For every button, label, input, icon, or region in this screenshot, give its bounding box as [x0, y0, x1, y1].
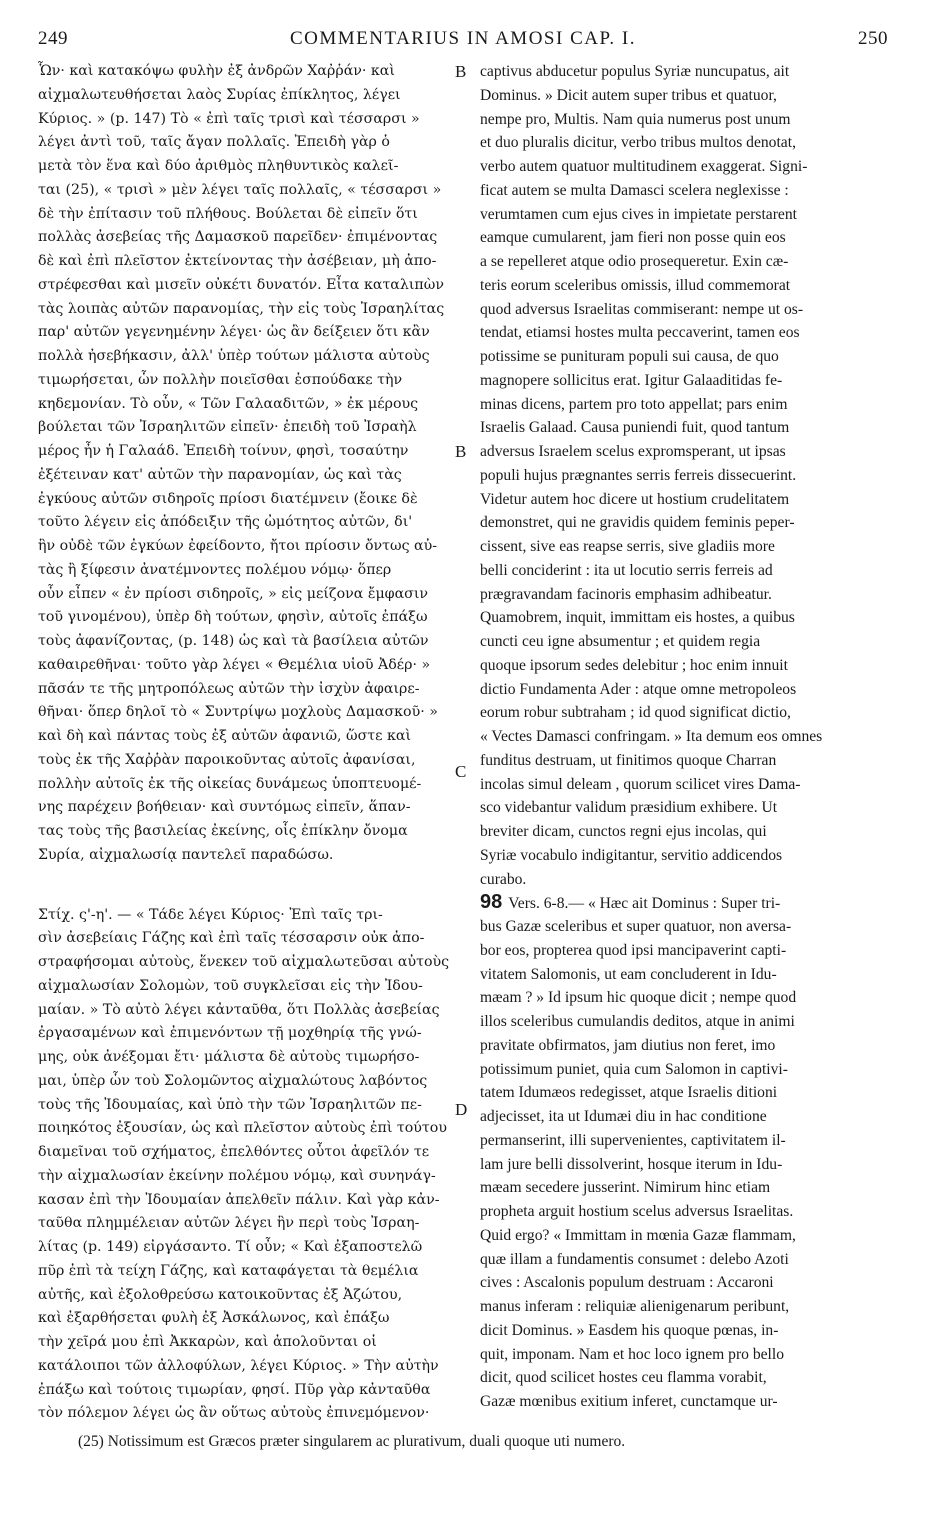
greek-text-line: λίτας (p. 149) εἰργάσαντο. Τί οὖν; « Καὶ ἐξαποστελῶ — [38, 1239, 423, 1255]
greek-text-line: δὲ τὴν ἐπίτασιν τοῦ πλήθους. Βούλεται δὲ εἰπεῖν ὅτι — [38, 205, 418, 222]
latin-text-line: tendat, etiamsi hostes multa peccaverint, tamen eos — [480, 324, 800, 342]
latin-text-line: lam jure belli dissolverint, hosque iterum in Idu- — [480, 1155, 783, 1173]
latin-text-line: funditus destruam, ut finitimos quoque Charran — [480, 751, 777, 769]
greek-column — [38, 60, 461, 1426]
greek-text-line: Ὧν· καὶ κατακόψω φυλὴν ἐξ ἀνδρῶν Χαῤῥάν· καὶ — [38, 63, 395, 79]
latin-text-line: eamque cumularent, jam fieri non posse quin eos — [480, 229, 786, 247]
latin-text-line: potissimum puniet, quia cum Salomon in captivi- — [480, 1060, 788, 1078]
margin-marker-b-2: B — [455, 442, 467, 461]
latin-text-line: vitatem Salomonis, ut eam concluderent in Idu- — [480, 965, 777, 983]
latin-text-line: teris eorum sceleribus omissis, illud commemorat — [480, 276, 791, 294]
latin-text-line: Quamobrem, inquit, immittam eis hostes, a quibus — [480, 609, 795, 627]
margin-marker-c: C — [455, 762, 467, 781]
greek-text-line: τιμωρήσεται, ὧν πολλὴν ποιεῖσθαι ἐσπούδακε τὴν — [38, 371, 403, 388]
greek-text-line: τοὺς τῆς Ἰδουμαίας, καὶ ὑπὸ τὴν τῶν Ἰσραηλιτῶν πε- — [38, 1096, 422, 1113]
greek-text-line: τὴν αἰχμαλωσίαν ἐκείνην πολέμου νόμῳ, καὶ συνηνάγ- — [38, 1167, 436, 1184]
greek-text-line: δὲ καὶ ἐπὶ πλεῖστον ἐκτείνοντας τὴν ἀσέβειαν, μὴ ἀπο- — [38, 253, 437, 269]
greek-text-line: καθαιρεθῆναι· τοῦτο γὰρ λέγει « Θεμέλια υἱοῦ Ἀδέρ· » — [38, 656, 431, 673]
margin-marker-d: D — [455, 1100, 468, 1119]
latin-text-line: bus Gazæ sceleribus et super quatuor, non aversa- — [480, 918, 792, 935]
latin-text-line: bor eos, propterea quod ipsi mancipaverint capti- — [480, 941, 787, 959]
greek-text-line: Στίχ. ς'-η'. — « Τάδε λέγει Κύριος· Ἐπὶ ταῖς τρι- — [38, 906, 383, 923]
latin-text-line: quod adversus Israelitas commiserant: nempe ut os- — [480, 300, 804, 318]
greek-text-line: Συρία, αἰχμαλωσίᾳ παντελεῖ παραδώσω. — [38, 846, 334, 863]
latin-text-line: pravitate obfirmatos, jam diutius non feret, imo — [480, 1036, 776, 1054]
greek-text-line: πολλὰς ἀσεβείας τῆς Δαμασκοῦ παρεῖδεν· ἐπιμένοντας — [38, 229, 438, 246]
latin-text-line: ficat autem se multa Damasci scelera neglexisse : — [480, 181, 789, 199]
latin-text-line: breviter dicam, cunctos regni ejus incolas, qui — [480, 823, 767, 840]
latin-text-line: quit, imponam. Nam et hoc loco ignem pro bello — [480, 1345, 785, 1363]
page-number-right: 250 — [858, 28, 888, 49]
latin-column — [480, 60, 888, 1414]
greek-text-line: σὶν ἀσεβείαις Γάζης καὶ ἐπὶ ταῖς τέσσαρσιν οὐκ ἀπο- — [38, 930, 425, 947]
latin-text-line: Syriæ vocabulo indigitantur, servitio addicendos — [480, 846, 783, 864]
latin-text-line: Dominus. » Dicit autem super tribus et quatuor, — [480, 86, 777, 104]
greek-text-line: τας τοὺς τῆς βασιλείας ἐκείνης, οἷς ἐπίκλην ὄνομα — [38, 823, 408, 839]
greek-text-line: οὖν εἶπεν « ἐν πρίοσι σιδηροῖς, » εἰς μείζονα ἔμφασιν — [38, 585, 429, 602]
latin-text-line: prægravandam facinoris emphasim adhibeatur. — [480, 585, 772, 603]
latin-text-line: adjecisset, ita ut Idumæi diu in hac conditione — [480, 1108, 767, 1125]
latin-text-line: « Vectes Damasci confringam. » Ita demum eos omnes — [480, 728, 823, 745]
latin-text-line: potissime se punituram populi sui causa, de quo — [480, 348, 779, 365]
latin-text-line: dicit Dominus. » Easdem his quoque pœnas, in- — [480, 1321, 779, 1339]
latin-text-line: quoque ipsorum sedes delebitur ; hoc enim innuit — [480, 656, 788, 674]
paragraph-gap — [38, 868, 461, 904]
latin-text-line: tatem Idumæos redegisset, atque Israelis ditioni — [480, 1084, 778, 1102]
greek-text-line: μετὰ τὸν ἕνα καὶ δύο ἀριθμὸς πληθυντικὸς καλεῖ- — [38, 158, 399, 174]
greek-text-line: καὶ ἐξαρθήσεται φυλὴ ἐξ Ἀσκάλωνος, καὶ ἐπάξω — [38, 1310, 390, 1327]
greek-text-line: τοὺς ἀφανίζοντας, (p. 148) ὡς καὶ τὰ βασίλεια αὐτῶν — [38, 633, 429, 649]
latin-text-line: Israelis Galaad. Causa puniendi fuit, quod tantum — [480, 419, 790, 437]
latin-text-line: quæ illam a fundamentis consumet : delebo Azoti — [480, 1250, 789, 1268]
latin-text-line: minas dicens, partem pro toto appellat; pars enim — [480, 395, 788, 413]
latin-text-line: verumtamen cum ejus cives in impietate perstarent — [480, 205, 797, 223]
greek-text-line: βούλεται τῶν Ἰσραηλιτῶν εἰπεῖν· ἐπειδὴ τοῦ Ἰσραὴλ — [38, 419, 417, 436]
latin-text-line: belli conciderint : ita ut locutio serris ferreis ad — [480, 561, 773, 579]
greek-text-line: ἣν οὐδὲ τῶν ἐγκύων ἐφείδοντο, ἤτοι πρίοσιν ὄντως αὐ- — [38, 538, 438, 554]
greek-text-line: μαίαν. » Τὸ αὐτὸ λέγει κἀνταῦθα, ὅτι Πολλὰς ἀσεβείας — [38, 1001, 440, 1018]
greek-text-line: νης παρέχειν βοήθειαν· καὶ συντόμως εἰπεῖν, ἅπαν- — [38, 799, 411, 816]
latin-text-line: illos sceleribus cumulandis deditos, atque in animi — [480, 1013, 795, 1030]
greek-text-line: τὰς ἢ ξίφεσιν ἀνατέμνοντες πολέμου νόμῳ· ὅπερ — [38, 561, 392, 578]
greek-block-2 — [38, 904, 461, 1427]
latin-text-line: mæam secedere jusserint. Nimirum hinc etiam — [480, 1179, 771, 1197]
latin-text-line: verbo autem quatuor multitudinem exaggerat. Signi- — [480, 158, 808, 175]
latin-text-line: dictio Fundamenta Ader : atque omne metropoleos — [480, 680, 797, 698]
running-title: COMMENTARIUS IN AMOSI CAP. I. — [289, 28, 636, 49]
section-number: 98 — [480, 891, 503, 914]
latin-text-line: cuncti ceu igne absumentur ; et quidem regia — [480, 633, 761, 650]
latin-text-line: adversus Israelem scelus expromsperant, ut ipsas — [480, 443, 786, 460]
greek-text-line: πᾶσάν τε τῆς μητροπόλεως αὐτῶν τὴν ἰσχὺν ἀφαιρε- — [38, 680, 420, 697]
page-header — [38, 28, 888, 58]
greek-text-line: ἐγκύους αὐτῶν σιδηροῖς πρίοσι διατέμνειν (ἔοικε δὲ — [38, 490, 418, 507]
latin-text-line: cissent, sive eas reapse serris, sive gladiis more — [480, 538, 775, 555]
greek-text-line: τοῦτο λέγειν εἰς ἀπόδειξιν τῆς ὠμότητος αὐτῶν, δι' — [38, 514, 413, 531]
latin-text-line: manus inferam : reliquiæ alienigenarum peribunt, — [480, 1298, 790, 1315]
greek-text-line: ἐπάξω καὶ τούτοις τιμωρίαν, φησί. Πῦρ γὰρ κἀνταῦθα — [38, 1381, 431, 1398]
greek-block-1 — [38, 60, 461, 868]
latin-text-line: eorum robur subtraham ; id quod significat dictio, — [480, 704, 791, 722]
latin-text-line: permanserint, illi supervenientes, captivitatem il- — [480, 1131, 786, 1149]
greek-text-line: Κύριος. » (p. 147) Τὸ « ἐπὶ ταῖς τρισὶ καὶ τέσσαρσι » — [38, 110, 420, 127]
greek-text-line: μέρος ἦν ἡ Γαλαάδ. Ἐπειδὴ τοίνυν, φησὶ, τοσαύτην — [38, 443, 409, 459]
latin-section-heading — [480, 891, 888, 915]
greek-text-line: ποιηκότος ἐξουσίαν, ὡς καὶ πλεῖστον αὐτοὺς ἐπὶ τούτου — [38, 1120, 447, 1137]
greek-text-line: τοὺς ἐκ τῆς Χαῤῥὰν παροικοῦντας αὐτοῖς ἀφανίσαι, — [38, 751, 416, 768]
latin-block-2 — [480, 915, 888, 1414]
latin-text-line: a se repelleret atque odio prosequeretur. Exin cæ- — [480, 253, 789, 270]
latin-text-line: Gazæ mœnibus exitium inferet, cunctamque ur- — [480, 1393, 778, 1410]
latin-text-line: incolas simul deleam , quorum scilicet vires Dama- — [480, 775, 801, 793]
greek-text-line: πολλὴν αὐτοῖς ἐκ τῆς οἰκείας δυνάμεως ὑποπτευομέ- — [38, 775, 422, 792]
latin-text-line: Quid ergo? « Immittam in mœnia Gazæ flammam, — [480, 1226, 796, 1244]
latin-text-line: magnopere sollicitus erat. Igitur Galaaditidas fe- — [480, 371, 783, 389]
latin-text-line: et duo pluralis dicitur, verbo tribus multos denotat, — [480, 134, 796, 152]
greek-text-line: τὴν χεῖρά μου ἐπὶ Ἀκκαρὼν, καὶ ἀπολοῦνται οἱ — [38, 1334, 377, 1350]
greek-text-line: τοῦ γινομένου), ὑπὲρ δὴ τούτων, φησὶν, αὐτοῖς ἐπάξω — [38, 609, 428, 626]
latin-block-1 — [480, 60, 888, 891]
latin-text-line: populi hujus prægnantes serris ferreis dissecuerint. — [480, 466, 797, 484]
greek-text-line: αἰχμαλωσίαν Σολομὼν, τοῦ συγκλεῖσαι εἰς τὴν Ἰδου- — [38, 977, 423, 994]
latin-text-line: sco videbantur validum præsidium exhibere. Ut — [480, 799, 778, 817]
greek-text-line: λέγει ἀντὶ τοῦ, ταῖς ἄγαν πολλαῖς. Ἐπειδὴ γὰρ ὁ — [38, 134, 390, 151]
greek-text-line: διαμεῖναι τοῦ σχήματος, ἐπελθόντες οὗτοι ἀφεῖλόν τε — [38, 1144, 430, 1160]
greek-text-line: μης, οὐκ ἀνέξομαι ἔτι· μάλιστα δὲ αὐτοὺς τιμωρήσο- — [38, 1049, 420, 1065]
latin-text-line: curabo. — [480, 870, 527, 888]
margin-marker-b: B — [455, 62, 467, 81]
greek-text-line: ται (25), « τρισὶ » μὲν λέγει ταῖς πολλαῖς, « τέσσαρσι » — [38, 181, 442, 198]
latin-text-line: nempe pro, Multis. Nam quia numerus post unum — [480, 110, 791, 128]
greek-text-line: καὶ δὴ καὶ πάντας τοὺς ἐξ αὐτῶν ἀφανιῶ, ὥστε καὶ — [38, 728, 412, 744]
page-number-left: 249 — [38, 28, 68, 49]
greek-text-line: κασαν ἐπὶ τὴν Ἰδουμαίαν ἀπελθεῖν πάλιν. Καὶ γὰρ κἀν- — [38, 1191, 440, 1208]
greek-text-line: αὐτῆς, καὶ ἐξολοθρεύσω κατοικοῦντας ἐξ Ἀζώτου, — [38, 1286, 403, 1303]
latin-text-line: demonstret, qui ne gravidis quidem feminis peper- — [480, 514, 795, 532]
greek-text-line: θῆναι· ὅπερ δηλοῖ τὸ « Συντρίψω μοχλοὺς Δαμασκοῦ· » — [38, 704, 438, 721]
greek-text-line: τὸν πόλεμον λέγει ὡς ἂν οὕτως αὐτοὺς ἐπινεμόμενον· — [38, 1405, 430, 1422]
greek-text-line: στραφήσομαι αὐτοὺς, ἕνεκεν τοῦ αἰχμαλωτεῦσαι αὐτοὺς — [38, 954, 450, 970]
footnote: (25) Notissimum est Græcos præter singularem ac plurativum, duali quoque uti numero. — [78, 1433, 626, 1450]
greek-text-line: κηδεμονίαν. Τὸ οὖν, « Τῶν Γαλααδιτῶν, » ἐκ μέρους — [38, 395, 419, 412]
latin-text-line: captivus abducetur populus Syriæ nuncupatus, ait — [480, 63, 790, 80]
greek-text-line: ταῦθα πλημμέλειαν αὐτῶν λέγει ἣν περὶ τοὺς Ἰσραη- — [38, 1215, 420, 1232]
greek-text-line: πῦρ ἐπὶ τὰ τείχη Γάζης, καὶ καταφάγεται τὰ θεμέλια — [38, 1262, 419, 1279]
greek-text-line: ἐργασαμένων καὶ ἐπιμενόντων τῇ μοχθηρίᾳ τῆς γνώ- — [38, 1025, 422, 1042]
greek-text-line: πολλὰ ἠσεβήκασιν, ἀλλ' ὑπὲρ τούτων μάλιστα αὐτοὺς — [38, 348, 430, 364]
latin-text-line: cives : Ascalonis populum destruam : Accaroni — [480, 1274, 774, 1292]
section-first-line: Vers. 6-8.— « Hæc ait Dominus : Super tri- — [508, 895, 781, 913]
latin-text-line: mæam ? » Id ipsum hic quoque dicit ; nempe quod — [480, 989, 797, 1007]
greek-text-line: μαι, ὑπὲρ ὧν τοὺ Σολομῶντος αἰχμαλώτους λαβόντος — [38, 1072, 428, 1089]
greek-text-line: κατάλοιποι τῶν ἀλλοφύλων, λέγει Κύριος. » Τὴν αὐτὴν — [38, 1357, 439, 1374]
greek-text-line: ἐξέτειναν κατ' αὐτῶν τὴν παρανομίαν, ὡς καὶ τὰς — [38, 466, 402, 483]
greek-text-line: τὰς λοιπὰς αὐτῶν παρανομίας, τὴν εἰς τοὺς Ἰσραηλίτας — [38, 300, 445, 317]
greek-text-line: παρ' αὐτῶν γεγενημένην λέγει· ὡς ἂν δείξειεν ὅτι κἂν — [38, 324, 430, 341]
latin-text-line: dicit, quod scilicet hostes ceu flamma vorabit, — [480, 1369, 767, 1387]
latin-text-line: propheta arguit hostium scelus adversus Israelitas. — [480, 1203, 794, 1220]
latin-text-line: Videtur autem hoc dicere ut hostium crudelitatem — [480, 490, 790, 508]
greek-text-line: στρέφεσθαι καὶ μισεῖν οὐκέτι δυνατόν. Εἶτα καταλιπὼν — [38, 276, 444, 293]
greek-text-line: αἰχμαλωτευθήσεται λαὸς Συρίας ἐπίκλητος, λέγει — [38, 86, 401, 103]
